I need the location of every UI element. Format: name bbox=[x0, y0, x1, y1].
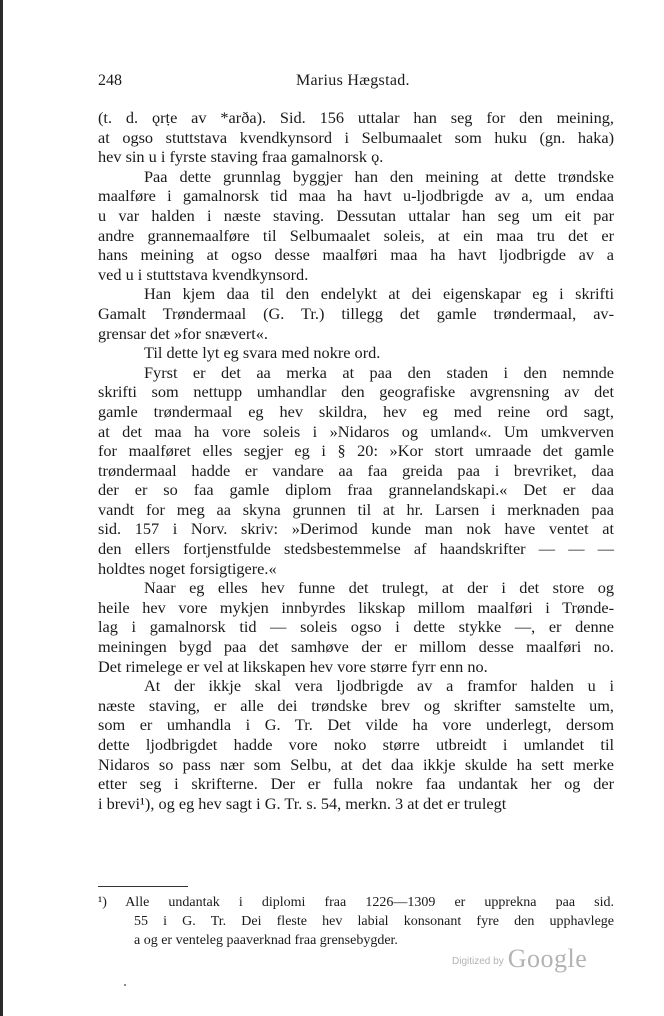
page-edge-rule bbox=[0, 0, 3, 1016]
text-line: Naar eg elles hev funne det trulegt, at der i det store og bbox=[144, 578, 614, 598]
text-line: Fyrst er det aa merka at paa den staden i den nemnde bbox=[144, 362, 614, 382]
text-line: lag i gamalnorsk tid — soleis ogso i dette stykke —, er denne bbox=[98, 617, 614, 637]
text-line: for maalføret elles segjer eg i § 20: »Kor stort umraade det gamle bbox=[98, 441, 614, 461]
text-line: at det maa ha vore soleis i »Nidaros og umland«. Um umkverven bbox=[98, 421, 614, 441]
footnote-line: 55 i G. Tr. Dei fleste hev labial konsonant fyre den upphavlege bbox=[134, 914, 614, 929]
footnote-line: a og er venteleg paaverknad fraa grensebygder. bbox=[134, 933, 398, 948]
text-line: dette ljodbrigdet hadde vore noko større utbreidt i umlandet til bbox=[98, 735, 614, 754]
text-line: ved u i stuttstava kvendkynsord. bbox=[98, 264, 309, 284]
text-line: holdtes noget forsigtigere.« bbox=[98, 558, 277, 578]
text-line: næste staving, er alle dei trøndske brev og skrifter samstelte um, bbox=[98, 695, 614, 715]
text-line: hans meining at ogso desse maalføri maa ha havt ljodbrigde av a bbox=[98, 245, 614, 265]
text-line: Gamalt Trøndermaal (G. Tr.) tillegg det gamle trøndermaal, av- bbox=[98, 303, 614, 323]
text-line: der er so faa gamle diplom fraa grannelandskapi.« Det er daa bbox=[98, 480, 614, 500]
text-line: at ogso stuttstava kvendkynsord i Selbumaalet som huku (gn. haka) bbox=[98, 127, 614, 147]
text-line: (t. d. ǫrṭe av *arða). Sid. 156 uttalar han seg for den meining, bbox=[98, 108, 614, 127]
digitized-watermark bbox=[452, 944, 587, 974]
text-line: Det rimelege er vel at likskapen hev vore større fyrr enn no. bbox=[98, 656, 488, 676]
footnotes bbox=[98, 893, 614, 950]
text-line: meiningen bygd paa det samhøve der er millom desse maalføri no. bbox=[98, 637, 614, 657]
text-line: grensar det »for snævert«. bbox=[98, 323, 268, 343]
text-line: u var halden i næste staving. Dessutan uttalar han seg um eit par bbox=[98, 205, 614, 225]
footnote-separator bbox=[98, 886, 188, 887]
scan-speck bbox=[124, 984, 126, 986]
text-line: andre grannemaalføre til Selbumaalet soleis, at ein maa tru det er bbox=[98, 225, 614, 245]
text-line: trøndermaal hadde er vandare aa faa greida paa i brevriket, daa bbox=[98, 460, 614, 480]
running-title: Marius Hægstad. bbox=[296, 72, 410, 89]
text-line: etter seg i skrifterne. Der er fulla nokre faa undantak her og der bbox=[98, 774, 614, 794]
text-line: den ellers fortjenstfulde stedsbestemmelse af haandskrifter — — — bbox=[98, 539, 614, 559]
text-line: skrifti som nettupp umhandlar den geografiske avgrensning av det bbox=[98, 382, 614, 402]
page-header bbox=[98, 72, 614, 94]
text-line: Paa dette grunnlag byggjer han den meining at dette trøndske bbox=[144, 166, 614, 186]
google-logo: Google bbox=[507, 944, 588, 973]
text-line: At der ikkje skal vera ljodbrigde av a framfor halden u i bbox=[144, 676, 614, 696]
text-line: sid. 157 i Norv. skriv: »Derimod kunde man nok have ventet at bbox=[98, 519, 614, 539]
text-line: som er umhandla i G. Tr. Det vilde ha vore underlegt, dersom bbox=[98, 715, 614, 735]
text-line: maalføre i gamalnorsk tid maa ha havt u-ljodbrigde av a, um endaa bbox=[98, 186, 614, 206]
text-line: Han kjem daa til den endelykt at dei eigenskapar eg i skrifti bbox=[144, 284, 614, 304]
footnote-line: ¹) Alle undantak i diplomi fraa 1226—1309 er upprekna paa sid. bbox=[98, 895, 614, 910]
watermark-prefix: Digitized by bbox=[452, 956, 504, 967]
text-line: i brevi¹), og eg hev sagt i G. Tr. s. 54, merkn. 3 at det er trulegt bbox=[98, 793, 507, 813]
text-line: Til dette lyt eg svara med nokre ord. bbox=[144, 343, 381, 363]
text-line: gamle trøndermaal eg hev skildra, hev eg med reine ord sagt, bbox=[98, 401, 614, 421]
page-number: 248 bbox=[98, 72, 122, 89]
body-text bbox=[98, 108, 614, 813]
text-line: heile hev vore mykjen innbyrdes likskap millom maalføri i Trønde- bbox=[98, 597, 614, 617]
text-line: hev sin u i fyrste staving fraa gamalnorsk ǫ. bbox=[98, 147, 384, 167]
text-line: vandt for meg aa skyna grunnen til at hr. Larsen i merknaden paa bbox=[98, 499, 614, 519]
text-line: Nidaros so pass nær som Selbu, at det daa ikkje skulde ha sett merke bbox=[98, 754, 614, 774]
